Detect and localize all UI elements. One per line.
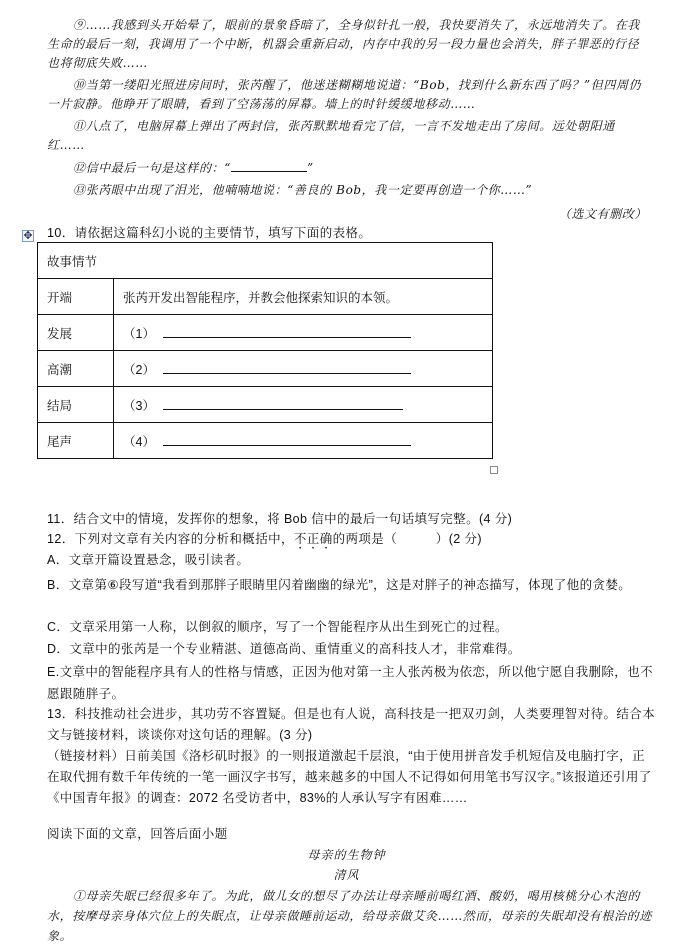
link-material: （链接材料）日前美国《洛杉矶时报》的一则报道激起千层浪，“由于使用拼音发手机短信及电脑打字，正在取代拥有数千年传统的一笔一画汉字书写，越来越多的中国人不记得如何用笔书写汉字。”该报道还引用了《中国青年报》的调查：2072 名受访者中，83%的人承认写字有困难…… xyxy=(47,749,652,805)
table-label-cell: 高潮 xyxy=(38,351,114,387)
answer-line xyxy=(163,325,411,338)
story-paragraph-12 xyxy=(47,159,651,178)
story-paragraph-10: ⑩当第一缕阳光照进房间时，张芮醒了，他迷迷糊糊地说道：“Bob，找到什么新东西了吗？”但四周仍一片寂静。他睁开了眼睛，看到了空荡荡的屏幕。墙上的时针缓缓地移动…… xyxy=(47,78,642,111)
article-paragraph-1: ①母亲失眠已经很多年了。为此，做儿女的想尽了办法让母亲睡前喝红酒、酸奶，喝用核桃分心木泡的水，按摩母亲身体穴位上的失眠点，让母亲做睡前运动，给母亲做艾灸……然而，母亲的失眠却没有根治的迹象。 xyxy=(47,889,652,943)
table-content-cell: 张芮开发出智能程序，并教会他探索知识的本领。 xyxy=(114,279,493,315)
source-note: （选文有删改） xyxy=(558,207,647,221)
question-12-stem xyxy=(47,530,657,552)
letter-last-line-prefix: ⑫信中最后一句是这样的：“ xyxy=(73,161,231,175)
table-move-handle-icon[interactable]: ✥ xyxy=(23,229,33,242)
option-b: B．文章第⑥段写道“我看到那胖子眼睛里闪着幽幽的绿光”，这是对胖子的神态描写，体现了他的贪婪。 xyxy=(47,578,632,592)
option-e: E.文章中的智能程序具有人的性格与情感，正因为他对第一主人张芮极为依恋，所以他宁愿自我删除，也不愿跟随胖子。 xyxy=(47,665,654,701)
answer-line xyxy=(163,433,411,446)
table-resize-handle[interactable] xyxy=(490,466,498,474)
table-label-cell: 发展 xyxy=(38,315,114,351)
table-label-cell: 开端 xyxy=(38,279,114,315)
question-12-stem-pre: 12．下列对文章有关内容的分析和概括中， xyxy=(47,532,294,546)
story-paragraph-9: ⑨……我感到头开始晕了，眼前的景象昏暗了，全身似针扎一般，我快要消失了，永远地消失了。在我生命的最后一刻，我调用了一个中断，机器会重新启动，内存中我的另一段力量也会消失，胖子罪恶的行径也将彻底失败…… xyxy=(47,18,641,70)
letter-last-line-suffix: ” xyxy=(306,161,314,175)
question-12-stem-post: 的两项是（ ）(2 分) xyxy=(332,532,482,546)
table-label-cell: 结局 xyxy=(38,387,114,423)
answer-cell-4[interactable] xyxy=(114,423,493,459)
story-paragraph-11: ⑪八点了，电脑屏幕上弹出了两封信，张芮默默地看完了信，一言不发地走出了房间。远处朝阳通红…… xyxy=(47,119,615,152)
answer-number: （1） xyxy=(123,326,155,341)
table-row xyxy=(38,279,493,315)
answer-number: （2） xyxy=(123,362,155,377)
answer-number: （3） xyxy=(123,398,155,413)
question-12-stem-emphasis: 不正确 xyxy=(293,532,333,546)
answer-number: （4） xyxy=(123,434,155,449)
answer-cell-1[interactable] xyxy=(114,315,493,351)
table-row xyxy=(38,351,493,387)
plot-table xyxy=(37,242,493,459)
option-d: D．文章中的张芮是一个专业精湛、道德高尚、重情重义的高科技人才，非常难得。 xyxy=(47,642,521,656)
question-13: 13．科技推动社会进步，其功劳不容置疑。但是也有人说，高科技是一把双刃剑，人类要理智对待。结合本文与链接材料，谈谈你对这句话的理解。(3 分) xyxy=(47,707,656,742)
answer-cell-3[interactable] xyxy=(114,387,493,423)
table-row xyxy=(38,315,493,351)
article-author: 清风 xyxy=(333,868,360,882)
answer-cell-2[interactable] xyxy=(114,351,493,387)
table-header-cell: 故事情节 xyxy=(38,243,493,279)
article-title: 母亲的生物钟 xyxy=(307,848,386,862)
reading-instruction: 阅读下面的文章，回答后面小题 xyxy=(47,827,228,841)
answer-line xyxy=(163,361,411,374)
question-11: 11．结合文中的情境，发挥你的想象，将 Bob 信中的最后一句话填写完整。(4 分) xyxy=(47,512,513,526)
answer-line xyxy=(163,397,403,410)
table-row xyxy=(38,243,493,279)
table-row xyxy=(38,387,493,423)
option-c: C．文章采用第一人称，以倒叙的顺序，写了一个智能程序从出生到死亡的过程。 xyxy=(47,620,508,634)
story-paragraph-13: ⑬张芮眼中出现了泪光，他喃喃地说：“善良的 Bob，我一定要再创造一个你……” xyxy=(73,183,533,197)
question-10: 10．请依据这篇科幻小说的主要情节，填写下面的表格。 xyxy=(47,226,372,240)
table-label-cell: 尾声 xyxy=(38,423,114,459)
option-a: A．文章开篇设置悬念，吸引读者。 xyxy=(47,553,250,567)
letter-blank xyxy=(231,159,307,172)
table-row xyxy=(38,423,493,459)
